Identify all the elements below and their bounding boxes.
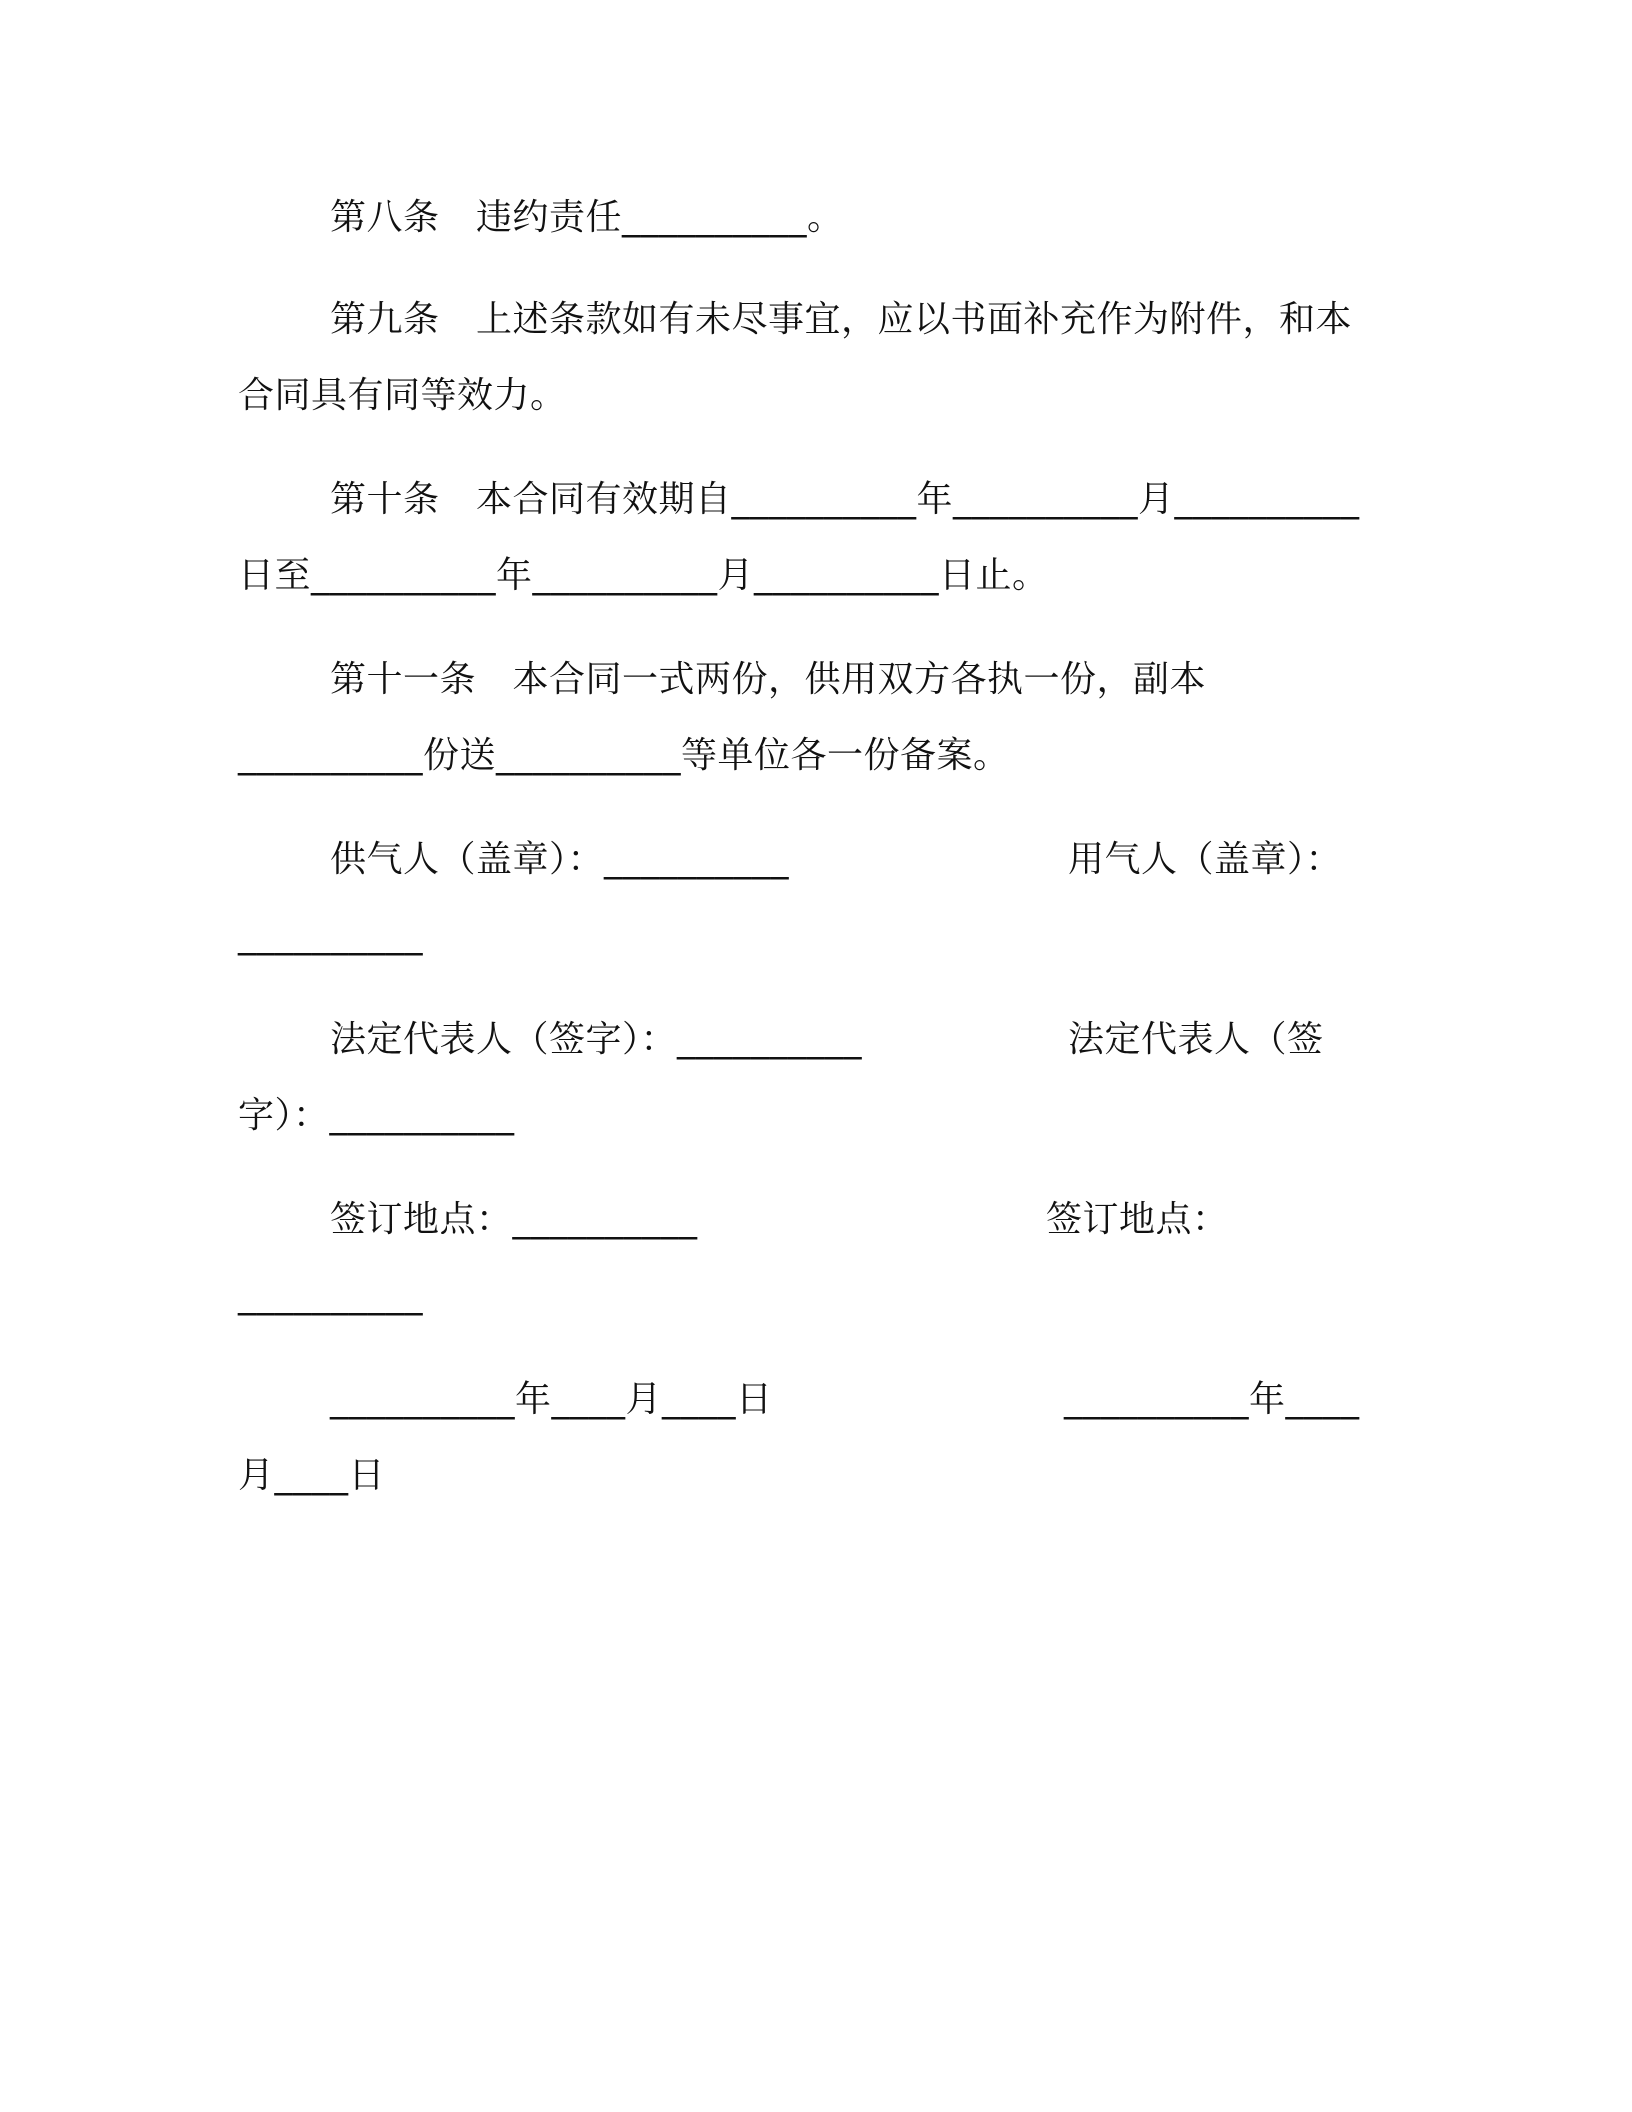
user-rep-label-part-1: 法定代表人（签: [1068, 1019, 1324, 1060]
article-11-line-2: __________份送__________等单位各一份备案。: [238, 735, 1010, 776]
article-10-line-1: 第十条 本合同有效期自__________年__________月__________: [330, 479, 1360, 520]
article-9-line-2: 合同具有同等效力。: [238, 375, 567, 416]
user-place-blank: __________: [238, 1275, 423, 1316]
user-seal-blank: __________: [238, 915, 423, 956]
article-9-line-1: 第九条 上述条款如有未尽事宜，应以书面补充作为附件，和本: [330, 299, 1353, 340]
user-date-part-2: 月____日: [238, 1455, 386, 1496]
supplier-seal-line: 供气人（盖章）：__________: [330, 839, 790, 880]
article-11-line-1: 第十一条 本合同一式两份，供用双方各执一份，副本: [330, 659, 1207, 700]
user-seal-label: 用气人（盖章）：: [1068, 839, 1343, 880]
article-10-line-2: 日至__________年__________月__________日止。: [238, 555, 1049, 596]
article-8-line-1: 第八条 违约责任__________。: [330, 197, 844, 238]
supplier-place-line: 签订地点：__________: [330, 1199, 698, 1240]
user-rep-label-part-2: 字）：__________: [238, 1095, 515, 1136]
supplier-rep-line: 法定代表人（签字）：__________: [330, 1019, 863, 1060]
user-place-label: 签订地点：: [1046, 1199, 1229, 1240]
supplier-date-line: __________年____月____日: [330, 1379, 773, 1420]
user-date-part-1: __________年____: [1064, 1379, 1360, 1420]
